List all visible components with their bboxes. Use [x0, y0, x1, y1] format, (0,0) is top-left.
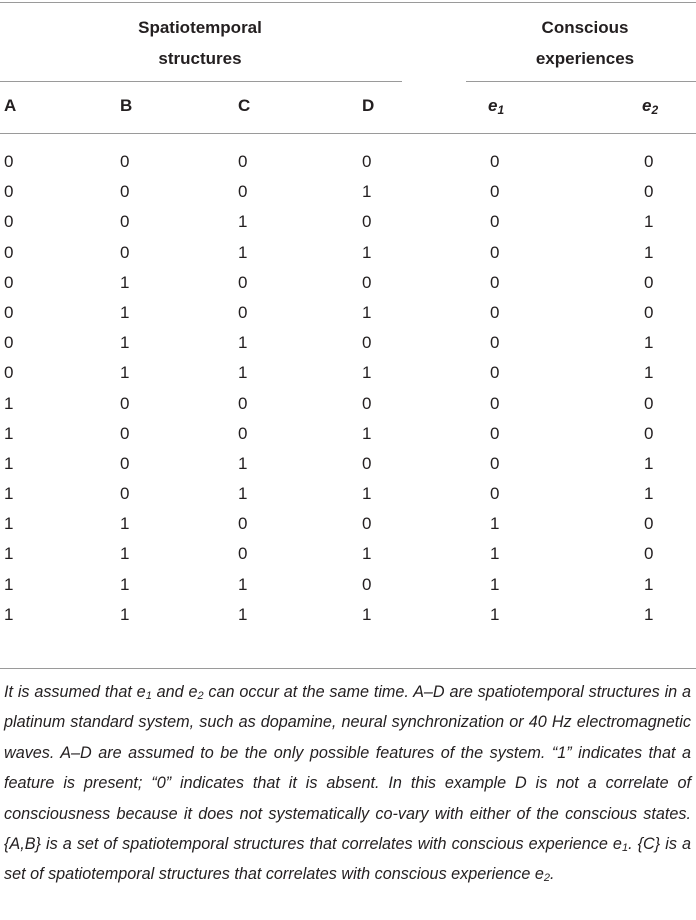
- cell-c: 0: [238, 182, 248, 202]
- column-header-e2: [642, 94, 658, 122]
- cell-b: 0: [120, 453, 130, 473]
- cell-e2: 0: [644, 182, 654, 202]
- table-row: [0, 600, 696, 630]
- table-body: [0, 147, 696, 630]
- cell-a: 0: [4, 363, 14, 383]
- cell-e1: 0: [490, 212, 500, 232]
- cell-c: 0: [238, 302, 248, 322]
- footnote-subscript-3: 1: [621, 842, 629, 855]
- cell-d: 1: [362, 302, 372, 322]
- cell-b: 1: [120, 333, 130, 353]
- cell-b: 0: [120, 152, 130, 171]
- cell-d: 0: [362, 333, 372, 353]
- table-footnote: [4, 677, 691, 890]
- cell-a: 1: [4, 574, 14, 594]
- cell-d: 1: [362, 242, 372, 262]
- table-row: [0, 298, 696, 328]
- cell-a: 0: [4, 212, 14, 232]
- cell-e2: 1: [644, 212, 654, 232]
- cell-a: 0: [4, 182, 14, 202]
- cell-e2: 1: [644, 453, 654, 473]
- cell-e1: 0: [490, 363, 500, 383]
- cell-c: 1: [238, 604, 248, 624]
- cell-e1: 1: [490, 574, 500, 594]
- table-row: [0, 509, 696, 539]
- cell-d: 1: [362, 182, 372, 202]
- column-header-d: D: [362, 96, 375, 115]
- cell-a: 1: [4, 484, 14, 504]
- cell-c: 1: [238, 574, 248, 594]
- group-header-spatiotemporal: [100, 12, 300, 74]
- cell-d: 1: [362, 423, 372, 443]
- cell-d: 1: [362, 363, 372, 383]
- cell-d: 0: [362, 152, 372, 171]
- cell-e2: 1: [644, 574, 654, 594]
- cell-b: 0: [120, 242, 130, 262]
- footnote-text-5: .: [549, 865, 555, 884]
- cell-c: 0: [238, 544, 248, 564]
- table-row: [0, 570, 696, 600]
- cell-d: 0: [362, 393, 372, 413]
- table-row: [0, 419, 696, 449]
- cell-e1: 0: [490, 182, 500, 202]
- table-row: [0, 268, 696, 298]
- table-row: [0, 328, 696, 358]
- cell-c: 1: [238, 212, 248, 232]
- cell-a: 1: [4, 514, 14, 534]
- cell-e2: 1: [644, 242, 654, 262]
- cell-e1: 0: [490, 152, 500, 171]
- cell-a: 0: [4, 242, 14, 262]
- cell-a: 0: [4, 272, 14, 292]
- table-row: [0, 479, 696, 509]
- cell-c: 1: [238, 363, 248, 383]
- cell-e2: 1: [644, 604, 654, 624]
- cell-c: 0: [238, 514, 248, 534]
- cell-a: 0: [4, 152, 14, 171]
- table-row: [0, 207, 696, 237]
- cell-e1: 1: [490, 544, 500, 564]
- footnote-subscript-2: 2: [197, 690, 204, 702]
- cell-d: 1: [362, 544, 372, 564]
- cell-a: 1: [4, 544, 14, 564]
- table-row: [0, 539, 696, 569]
- table-row: [0, 449, 696, 479]
- cell-b: 0: [120, 182, 130, 202]
- cell-c: 1: [238, 484, 248, 504]
- column-header-c: C: [238, 96, 251, 115]
- cell-d: 0: [362, 574, 372, 594]
- group-header-conscious-line1: Conscious: [541, 18, 629, 37]
- cell-e2: 0: [644, 544, 654, 564]
- cell-b: 1: [120, 574, 130, 594]
- group-header-spatiotemporal-line1: Spatiotemporal: [138, 18, 262, 37]
- cell-b: 0: [120, 212, 130, 232]
- cell-a: 1: [4, 453, 14, 473]
- column-header-e1: [488, 94, 504, 122]
- footnote-text-2: and e: [151, 683, 198, 701]
- cell-e2: 0: [644, 302, 654, 322]
- column-header-e2-subscript: 2: [651, 103, 659, 117]
- cell-b: 0: [120, 393, 130, 413]
- cell-e1: 0: [490, 272, 500, 292]
- cell-a: 1: [4, 604, 14, 624]
- header-bottom-rule: [0, 133, 696, 134]
- cell-e2: 1: [644, 333, 654, 353]
- cell-e2: 0: [644, 393, 654, 413]
- column-header-e1-letter: e: [488, 96, 498, 115]
- cell-b: 1: [120, 544, 130, 564]
- cell-a: 1: [4, 423, 14, 443]
- cell-b: 1: [120, 604, 130, 624]
- cell-e1: 1: [490, 514, 500, 534]
- cell-d: 1: [362, 604, 372, 624]
- table-row: [0, 238, 696, 268]
- cell-e2: 0: [644, 514, 654, 534]
- column-header-e1-subscript: 1: [497, 103, 505, 117]
- cell-c: 1: [238, 333, 248, 353]
- column-header-a: A: [4, 96, 17, 115]
- group-header-conscious-line2: experiences: [535, 49, 635, 68]
- cell-e1: 0: [490, 423, 500, 443]
- cell-e2: 0: [644, 152, 654, 171]
- footnote-subscript-1: 1: [145, 690, 152, 702]
- cell-e1: 0: [490, 242, 500, 262]
- cell-e2: 1: [644, 484, 654, 504]
- footnote-text-1: It is assumed that e: [4, 683, 146, 701]
- column-header-e2-letter: e: [642, 96, 652, 115]
- table-row: [0, 147, 696, 177]
- cell-e2: 0: [644, 272, 654, 292]
- cell-c: 1: [238, 453, 248, 473]
- cell-e1: 0: [490, 302, 500, 322]
- table-row: [0, 389, 696, 419]
- footnote-subscript-4: 2: [543, 872, 550, 885]
- cell-b: 0: [120, 484, 130, 504]
- table-top-rule: [0, 2, 696, 3]
- cell-d: 0: [362, 453, 372, 473]
- group-underline-conscious: [466, 81, 696, 82]
- cell-e1: 1: [490, 604, 500, 624]
- cell-b: 1: [120, 514, 130, 534]
- cell-c: 0: [238, 393, 248, 413]
- cell-a: 0: [4, 333, 14, 353]
- cell-d: 0: [362, 272, 372, 292]
- cell-d: 0: [362, 514, 372, 534]
- cell-e1: 0: [490, 453, 500, 473]
- group-underline-spatiotemporal: [0, 81, 402, 82]
- cell-d: 1: [362, 484, 372, 504]
- cell-c: 0: [238, 423, 248, 443]
- table-row: [0, 358, 696, 388]
- group-header-conscious: [500, 12, 670, 74]
- footnote-text-4: . {C} is a set of spatiotemporal structures that correlates with conscious experience e: [4, 835, 691, 884]
- cell-c: 0: [238, 152, 248, 171]
- cell-b: 1: [120, 363, 130, 383]
- cell-e1: 0: [490, 333, 500, 353]
- cell-b: 1: [120, 302, 130, 322]
- cell-e1: 0: [490, 484, 500, 504]
- table-row: [0, 177, 696, 207]
- cell-b: 0: [120, 423, 130, 443]
- cell-e2: 1: [644, 363, 654, 383]
- group-header-spatiotemporal-line2: structures: [158, 49, 242, 68]
- cell-b: 1: [120, 272, 130, 292]
- cell-c: 0: [238, 272, 248, 292]
- cell-a: 0: [4, 302, 14, 322]
- cell-e2: 0: [644, 423, 654, 443]
- cell-a: 1: [4, 393, 14, 413]
- table-bottom-rule: [0, 668, 696, 669]
- cell-d: 0: [362, 212, 372, 232]
- cell-c: 1: [238, 242, 248, 262]
- footnote-text-3: can occur at the same time. A–D are spatiotemporal structures in a platinum standard system, such as dopamine, neural synchronization or 40 Hz electromagnetic waves. A–D are assumed to be the only possible features of the system. “1” indicates that a feature is present; “0” indicates that it is absent. In this example D is not a correlate of consciousness because it does not systematically co-vary with either of the conscious states. {A,B} is a set of spatiotemporal structures that correlates with conscious experience e: [4, 683, 691, 854]
- cell-e1: 0: [490, 393, 500, 413]
- column-header-b: B: [120, 96, 133, 115]
